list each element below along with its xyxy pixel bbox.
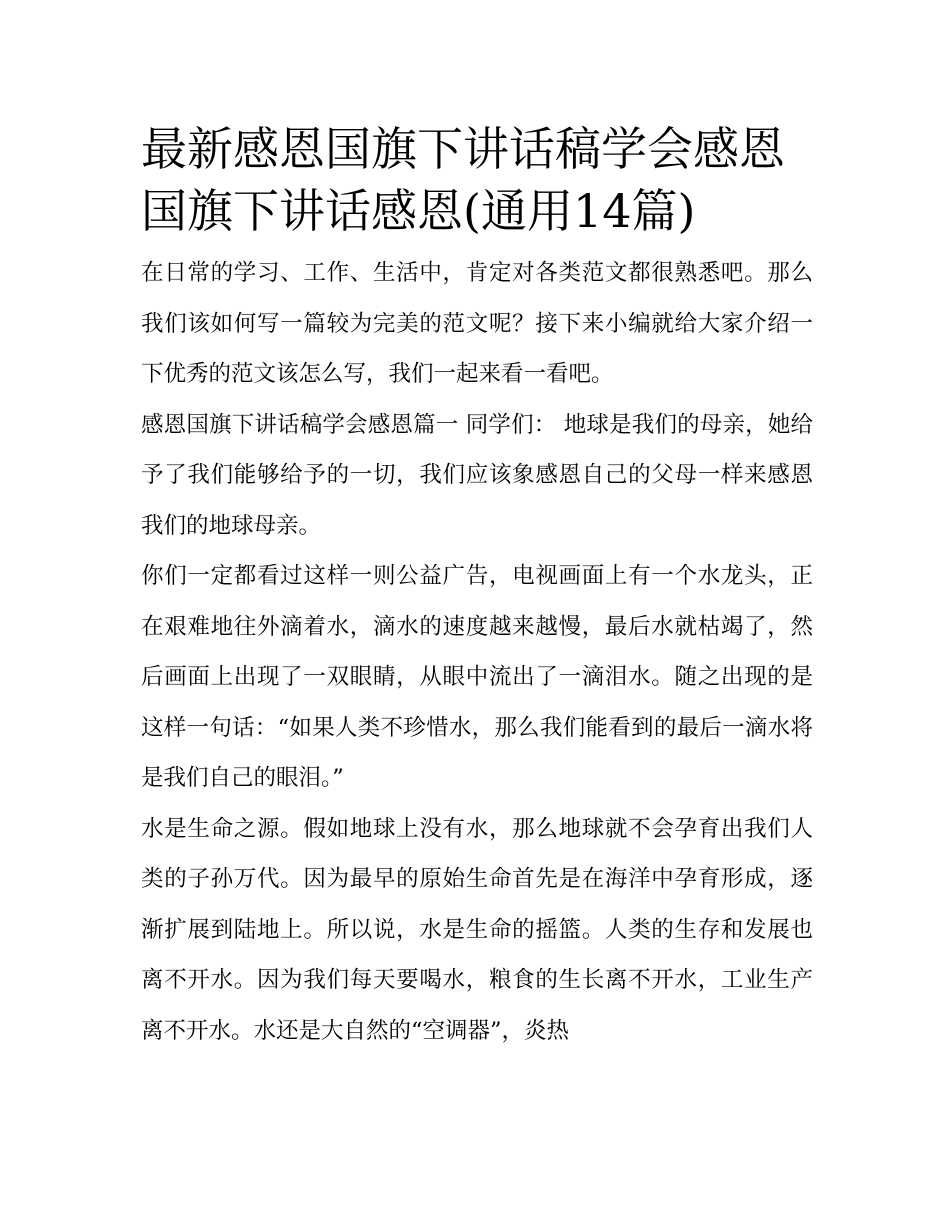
document-body (141, 248, 813, 1056)
paragraph-public-ad: 你们一定都看过这样一则公益广告，电视画面上有一个水龙头，正在艰难地往外滴着水，滴水的速度越来越慢，最后水就枯竭了，然后画面上出现了一双眼睛，从眼中流出了一滴泪水。随之出现的是这样一句话：“如果人类不珍惜水，那么我们能看到的最后一滴水将是我们自己的眼泪。” (141, 563, 813, 791)
paragraph-water-source: 水是生命之源。假如地球上没有水，那么地球就不会孕育出我们人类的子孙万代。因为最早的原始生命首先是在海洋中孕育形成，逐渐扩展到陆地上。所以说，水是生命的摇篮。人类的生存和发展也离不开水。因为我们每天要喝水，粮食的生长离不开水，工业生产离不开水。水还是大自然的“空调器”，炎热 (141, 815, 813, 1044)
paragraph-speech-opening: 感恩国旗下讲话稿学会感恩篇一 同学们： 地球是我们的母亲，她给予了我们能够给予的一切，我们应该象感恩自己的父母一样来感恩我们的地球母亲。 (141, 411, 813, 539)
document-content (141, 118, 813, 1056)
document-title: 最新感恩国旗下讲话稿学会感恩 国旗下讲话感恩(通用14篇) (141, 122, 785, 238)
paragraph-intro: 在日常的学习、工作、生活中，肯定对各类范文都很熟悉吧。那么我们该如何写一篇较为完美的范文呢？接下来小编就给大家介绍一下优秀的范文该怎么写，我们一起来看一看吧。 (141, 260, 813, 387)
